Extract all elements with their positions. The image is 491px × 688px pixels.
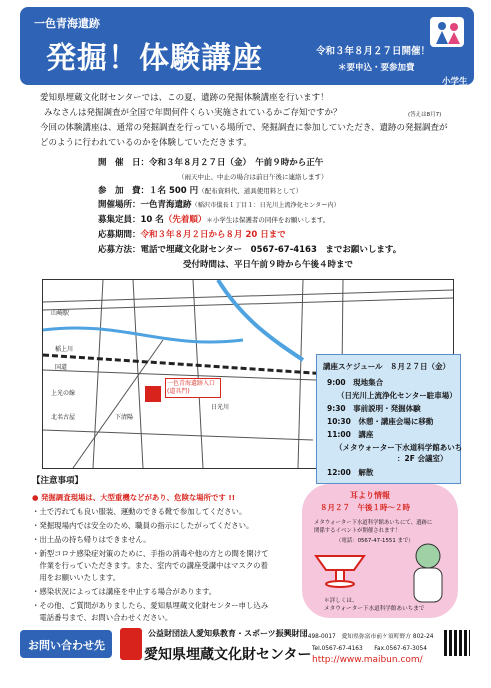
date-value: 令和３年８月２７日（金） 午前９時から正午 (149, 158, 324, 168)
schedule-box (316, 354, 461, 484)
date-note: （雨天中止、中止の場合は前日午後に連絡します） (178, 173, 328, 181)
intro-line-4: どのように行われているのかを体験していただきます。 (40, 138, 252, 148)
notes-item: ・出土品の持ち帰りはできません。 (32, 535, 151, 544)
map-label-6: 下清陽 (115, 414, 134, 421)
schedule-text: （メタウォーター下水道科学館あいち (335, 443, 463, 452)
fee-label: 参 加 費： (98, 186, 150, 196)
place-label: 開催場所： (98, 200, 141, 210)
schedule-text: （日光川上流浄化センター駐車場） (337, 391, 457, 400)
schedule-title: 講座スケジュール ８月２７日（金） (323, 362, 451, 371)
schedule-text: 休憩・講座会場に移動 (358, 417, 434, 426)
method-label: 応募方法： (98, 245, 141, 255)
capacity-first: （先着順） (163, 215, 207, 225)
capacity-note: ＊小学生は保護者の同伴をお願いします。 (206, 216, 330, 224)
notes-warning: ● 発掘調査現場は、大型重機などがあり、危険な場所です !! (32, 493, 236, 502)
info-line-2: 関係するイベントが開催されます！ (314, 528, 401, 534)
notes-item: ・発掘現場内では安全のため、職員の指示にしたがってください。 (32, 521, 254, 530)
date-label: 開 催 日： (98, 158, 150, 168)
map-label-5: 北名古屋 (51, 414, 76, 421)
schedule-time: 9:30 (327, 404, 346, 413)
fee-value: １名 500 円 (149, 186, 199, 196)
schedule-text: 現地集合 (353, 378, 384, 387)
intro-line-1: 愛知県埋蔵文化財センターでは、この夏、遺跡の発掘体験講座を行います！ (40, 93, 329, 103)
schedule-text: 解散 (358, 468, 374, 477)
notes-item: ・土で汚れても良い服装、運動のできる靴で参加してください。 (32, 507, 247, 516)
notes-item: 電話番号まで、お問い合わせください。 (32, 613, 173, 622)
schedule-time: 11:00 (327, 430, 351, 439)
place-value: 一色青海遺跡 (140, 200, 192, 210)
notes-heading: 【注意事項】 (32, 476, 84, 486)
pottery-icon (312, 550, 368, 594)
header-kicker: 一色青海遺跡 (34, 17, 100, 30)
target-age: 小学生以上 (442, 77, 468, 99)
contact-label: お問い合わせ先 (28, 639, 105, 652)
map-label-3: 国道 (55, 364, 68, 371)
info-tel: （電話：0567-47-1551 まで） (336, 538, 414, 544)
notes-item: 用をお願いいたします。 (32, 573, 121, 582)
capacity-label: 募集定員： (98, 215, 141, 225)
method-value: 電話で埋蔵文化財センター 0567-67-4163 までお願いします。 (140, 245, 402, 255)
capacity-value: 10 名 (140, 215, 164, 225)
schedule-text: 事前説明・発掘体験 (353, 404, 421, 413)
intro-line-2-note: (答えは8月7) (408, 112, 442, 118)
children-icon (430, 17, 464, 47)
schedule-text: ：2F 会議室） (397, 454, 448, 463)
org-logo-icon (120, 628, 142, 660)
notes-item: 作業を行っていただきます。また、室内での講座受講中はマスクの着 (32, 561, 268, 570)
schedule-time: 12:00 (327, 468, 351, 477)
qr-code-icon (444, 630, 470, 656)
map-label-4: 上光の線 (51, 390, 76, 397)
notes-section (32, 476, 292, 622)
map-label-1: 山崎駅 (51, 310, 70, 317)
info-date: ８月２７ 午後１時～２時 (320, 503, 410, 512)
info-line-1: メタウォーター下水道科学館あいちにて、遺跡に (314, 520, 433, 526)
notes-item: ・その他、ご質問がありましたら、愛知県埋蔵文化財センター申し込み (32, 601, 269, 610)
contact-badge (20, 630, 112, 658)
schedule-text: 講座 (358, 430, 374, 439)
schedule-time: 9:00 (327, 378, 346, 387)
place-note: （稲沢市儀長１丁目１：日光川上流浄化センター内） (191, 202, 340, 209)
site-entrance-label: 一色青海遺跡入口(道具門) (165, 378, 221, 398)
footer-url[interactable]: http://www.maibun.com/ (312, 655, 423, 665)
org-name: 愛知県埋蔵文化財センター (144, 647, 312, 663)
page-title: 発掘！体験講座 (46, 41, 263, 76)
org-name-small: 公益財団法人愛知県教育・スポーツ振興財団 (148, 629, 308, 638)
requirement-note: ＊要申込・要参加費 (338, 63, 415, 73)
map-label-2: 稲上川 (55, 346, 74, 353)
footer-address: 〒498-0017 愛知県弥富市前ケ須町野方 802-24 (302, 634, 434, 640)
notes-item: ・新型コロナ感染症対策のために、手指の消毒や他の方との間を開けて (32, 549, 269, 558)
notes-item: ・感染状況によっては講座を中止する場合があります。 (32, 587, 217, 596)
period-label: 応募期間： (98, 230, 141, 240)
info-caption-2: メタウォーター下水道科学館あいちまで (324, 606, 425, 612)
footer-phone: Tel.0567-67-4163 Fax.0567-67-3054 (312, 646, 427, 652)
reception-hours: 受付時間は、平日午前９時から午後４時まで (183, 260, 354, 270)
intro-line-2: みなさんは発掘調査が全国で年間何件くらい実施されているかご存知ですか？ (44, 108, 342, 118)
mascot-icon (406, 542, 450, 608)
intro-line-3: 今回の体験講座は、通常の発掘調査を行っている場所で、発掘調査に参加していただき、遺跡の発掘調査が (40, 123, 448, 133)
period-value: 令和３年８月２日から８月 20 日まで (140, 230, 286, 240)
info-caption-1: ＊詳しくは、 (324, 598, 358, 604)
info-tag: 耳より情報 (350, 491, 390, 500)
fee-note: （配布資料代、道具使用料として） (198, 187, 303, 195)
event-date-banner: 令和３年８月２７日開催！ (316, 46, 431, 57)
info-panel (302, 484, 458, 618)
schedule-time: 10:30 (327, 417, 351, 426)
map-label-7: 日光川 (211, 404, 230, 411)
